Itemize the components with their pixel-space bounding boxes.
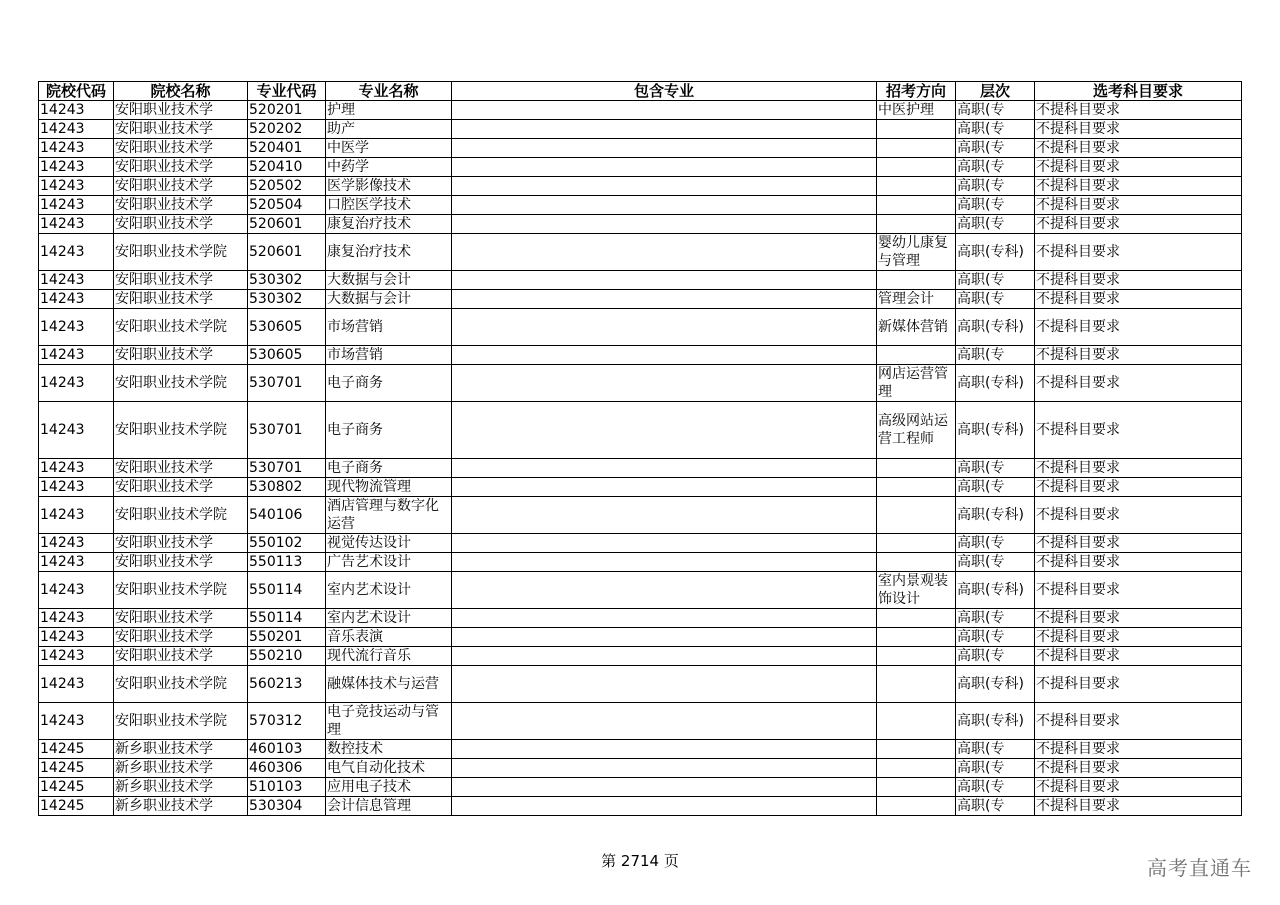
cell-school-code: 14243 [39, 703, 114, 740]
cell-direction [877, 609, 956, 628]
cell-school-name: 安阳职业技术学 [114, 101, 248, 120]
cell-major-code: 520401 [248, 139, 326, 158]
cell-direction [877, 158, 956, 177]
cell-major-name: 数控技术 [326, 740, 452, 759]
header-major-name: 专业名称 [326, 82, 452, 101]
cell-school-name: 安阳职业技术学 [114, 346, 248, 365]
cell-level: 高职(专 [956, 290, 1035, 309]
cell-direction [877, 647, 956, 666]
cell-level: 高职(专 [956, 120, 1035, 139]
cell-school-name: 安阳职业技术学院 [114, 309, 248, 346]
cell-major-code: 550113 [248, 553, 326, 572]
cell-major-name: 音乐表演 [326, 628, 452, 647]
cell-level: 高职(专 [956, 158, 1035, 177]
cell-level: 高职(专科) [956, 572, 1035, 609]
cell-school-name: 新乡职业技术学 [114, 797, 248, 816]
cell-school-code: 14243 [39, 234, 114, 271]
cell-school-code: 14243 [39, 177, 114, 196]
cell-major-code: 520502 [248, 177, 326, 196]
cell-school-code: 14243 [39, 647, 114, 666]
header-major-code: 专业代码 [248, 82, 326, 101]
cell-major-name: 电子商务 [326, 365, 452, 402]
header-school-name: 院校名称 [114, 82, 248, 101]
cell-direction [877, 139, 956, 158]
page-number: 第 2714 页 [601, 852, 679, 870]
table-row [39, 120, 1242, 139]
cell-subject-requirement: 不提科目要求 [1035, 553, 1242, 572]
table-row [39, 196, 1242, 215]
cell-school-name: 新乡职业技术学 [114, 778, 248, 797]
cell-included-majors [452, 703, 877, 740]
cell-major-name: 康复治疗技术 [326, 234, 452, 271]
cell-level: 高职(专 [956, 196, 1035, 215]
cell-major-code: 460306 [248, 759, 326, 778]
cell-major-code: 570312 [248, 703, 326, 740]
cell-included-majors [452, 759, 877, 778]
table-row [39, 666, 1242, 703]
cell-school-code: 14243 [39, 101, 114, 120]
cell-school-code: 14243 [39, 139, 114, 158]
cell-direction [877, 666, 956, 703]
cell-school-code: 14243 [39, 534, 114, 553]
cell-school-code: 14243 [39, 120, 114, 139]
cell-school-name: 安阳职业技术学 [114, 271, 248, 290]
cell-school-code: 14243 [39, 628, 114, 647]
cell-direction [877, 497, 956, 534]
cell-direction: 婴幼儿康复与管理 [877, 234, 956, 271]
cell-subject-requirement: 不提科目要求 [1035, 139, 1242, 158]
cell-included-majors [452, 365, 877, 402]
cell-direction [877, 196, 956, 215]
header-direction: 招考方向 [877, 82, 956, 101]
cell-level: 高职(专 [956, 797, 1035, 816]
cell-major-code: 510103 [248, 778, 326, 797]
watermark: 高考直通车 [1147, 856, 1252, 880]
cell-level: 高职(专科) [956, 309, 1035, 346]
cell-subject-requirement: 不提科目要求 [1035, 365, 1242, 402]
cell-major-name: 大数据与会计 [326, 290, 452, 309]
cell-major-name: 口腔医学技术 [326, 196, 452, 215]
cell-direction [877, 478, 956, 497]
cell-school-code: 14243 [39, 666, 114, 703]
cell-major-code: 550201 [248, 628, 326, 647]
cell-school-name: 安阳职业技术学 [114, 196, 248, 215]
cell-level: 高职(专 [956, 553, 1035, 572]
cell-major-code: 530605 [248, 346, 326, 365]
cell-subject-requirement: 不提科目要求 [1035, 196, 1242, 215]
cell-level: 高职(专科) [956, 666, 1035, 703]
cell-major-code: 520201 [248, 101, 326, 120]
cell-included-majors [452, 609, 877, 628]
cell-included-majors [452, 120, 877, 139]
cell-included-majors [452, 290, 877, 309]
cell-major-name: 室内艺术设计 [326, 609, 452, 628]
cell-school-code: 14243 [39, 365, 114, 402]
cell-direction [877, 346, 956, 365]
cell-major-code: 550210 [248, 647, 326, 666]
cell-included-majors [452, 158, 877, 177]
cell-subject-requirement: 不提科目要求 [1035, 778, 1242, 797]
cell-direction [877, 778, 956, 797]
cell-major-name: 护理 [326, 101, 452, 120]
header-row [39, 82, 1242, 101]
cell-major-name: 电子商务 [326, 459, 452, 478]
cell-school-name: 安阳职业技术学 [114, 553, 248, 572]
cell-school-name: 安阳职业技术学院 [114, 703, 248, 740]
cell-school-name: 安阳职业技术学 [114, 534, 248, 553]
table-row [39, 101, 1242, 120]
cell-direction [877, 553, 956, 572]
cell-direction [877, 703, 956, 740]
cell-school-name: 安阳职业技术学 [114, 120, 248, 139]
cell-subject-requirement: 不提科目要求 [1035, 309, 1242, 346]
cell-subject-requirement: 不提科目要求 [1035, 215, 1242, 234]
header-school-code: 院校代码 [39, 82, 114, 101]
cell-direction [877, 797, 956, 816]
table-row [39, 478, 1242, 497]
cell-major-name: 大数据与会计 [326, 271, 452, 290]
cell-level: 高职(专 [956, 346, 1035, 365]
cell-school-name: 安阳职业技术学 [114, 609, 248, 628]
table-row [39, 572, 1242, 609]
cell-major-name: 会计信息管理 [326, 797, 452, 816]
cell-level: 高职(专科) [956, 402, 1035, 459]
cell-subject-requirement: 不提科目要求 [1035, 234, 1242, 271]
cell-major-code: 520601 [248, 215, 326, 234]
cell-major-code: 530701 [248, 402, 326, 459]
cell-school-code: 14243 [39, 215, 114, 234]
cell-school-name: 安阳职业技术学 [114, 290, 248, 309]
table-row [39, 534, 1242, 553]
cell-school-name: 安阳职业技术学 [114, 647, 248, 666]
cell-school-name: 安阳职业技术学 [114, 478, 248, 497]
table-row [39, 309, 1242, 346]
cell-major-name: 广告艺术设计 [326, 553, 452, 572]
cell-included-majors [452, 534, 877, 553]
table-row [39, 290, 1242, 309]
cell-school-code: 14243 [39, 271, 114, 290]
cell-school-code: 14243 [39, 309, 114, 346]
cell-subject-requirement: 不提科目要求 [1035, 177, 1242, 196]
cell-subject-requirement: 不提科目要求 [1035, 101, 1242, 120]
cell-level: 高职(专 [956, 101, 1035, 120]
cell-subject-requirement: 不提科目要求 [1035, 120, 1242, 139]
cell-school-name: 安阳职业技术学 [114, 177, 248, 196]
cell-subject-requirement: 不提科目要求 [1035, 609, 1242, 628]
cell-included-majors [452, 478, 877, 497]
cell-direction [877, 177, 956, 196]
cell-school-code: 14245 [39, 778, 114, 797]
cell-included-majors [452, 497, 877, 534]
cell-included-majors [452, 797, 877, 816]
cell-level: 高职(专 [956, 778, 1035, 797]
table-row [39, 553, 1242, 572]
cell-direction [877, 534, 956, 553]
cell-school-code: 14243 [39, 158, 114, 177]
cell-school-code: 14245 [39, 740, 114, 759]
cell-school-name: 新乡职业技术学 [114, 740, 248, 759]
cell-major-code: 520202 [248, 120, 326, 139]
table-row [39, 158, 1242, 177]
cell-major-name: 现代流行音乐 [326, 647, 452, 666]
cell-major-code: 520504 [248, 196, 326, 215]
cell-level: 高职(专 [956, 628, 1035, 647]
table-row [39, 459, 1242, 478]
cell-major-name: 康复治疗技术 [326, 215, 452, 234]
cell-school-code: 14243 [39, 290, 114, 309]
cell-major-code: 540106 [248, 497, 326, 534]
cell-school-name: 安阳职业技术学 [114, 459, 248, 478]
cell-school-name: 安阳职业技术学院 [114, 365, 248, 402]
cell-included-majors [452, 234, 877, 271]
cell-school-code: 14243 [39, 497, 114, 534]
cell-major-name: 电气自动化技术 [326, 759, 452, 778]
cell-major-name: 现代物流管理 [326, 478, 452, 497]
cell-school-name: 安阳职业技术学院 [114, 497, 248, 534]
cell-included-majors [452, 346, 877, 365]
cell-direction [877, 628, 956, 647]
cell-subject-requirement: 不提科目要求 [1035, 797, 1242, 816]
cell-school-name: 新乡职业技术学 [114, 759, 248, 778]
cell-level: 高职(专 [956, 647, 1035, 666]
cell-major-name: 市场营销 [326, 309, 452, 346]
cell-school-name: 安阳职业技术学院 [114, 234, 248, 271]
cell-major-code: 550114 [248, 609, 326, 628]
cell-school-name: 安阳职业技术学院 [114, 572, 248, 609]
cell-school-code: 14243 [39, 478, 114, 497]
cell-direction: 中医护理 [877, 101, 956, 120]
cell-school-code: 14243 [39, 402, 114, 459]
cell-direction: 新媒体营销 [877, 309, 956, 346]
admissions-table [38, 81, 1242, 816]
cell-school-name: 安阳职业技术学 [114, 215, 248, 234]
cell-level: 高职(专 [956, 534, 1035, 553]
cell-major-name: 室内艺术设计 [326, 572, 452, 609]
cell-included-majors [452, 628, 877, 647]
cell-major-name: 酒店管理与数字化运营 [326, 497, 452, 534]
cell-included-majors [452, 740, 877, 759]
cell-major-code: 520410 [248, 158, 326, 177]
cell-level: 高职(专科) [956, 234, 1035, 271]
cell-included-majors [452, 402, 877, 459]
cell-major-code: 530304 [248, 797, 326, 816]
cell-included-majors [452, 101, 877, 120]
table-row [39, 628, 1242, 647]
cell-subject-requirement: 不提科目要求 [1035, 759, 1242, 778]
cell-subject-requirement: 不提科目要求 [1035, 271, 1242, 290]
cell-level: 高职(专 [956, 740, 1035, 759]
table-row [39, 215, 1242, 234]
cell-level: 高职(专科) [956, 703, 1035, 740]
cell-subject-requirement: 不提科目要求 [1035, 534, 1242, 553]
cell-subject-requirement: 不提科目要求 [1035, 497, 1242, 534]
cell-school-name: 安阳职业技术学院 [114, 666, 248, 703]
table-row [39, 177, 1242, 196]
cell-major-code: 530701 [248, 365, 326, 402]
cell-level: 高职(专 [956, 759, 1035, 778]
cell-included-majors [452, 196, 877, 215]
cell-school-name: 安阳职业技术学院 [114, 402, 248, 459]
cell-level: 高职(专 [956, 609, 1035, 628]
header-subject-requirement: 选考科目要求 [1035, 82, 1242, 101]
cell-level: 高职(专 [956, 139, 1035, 158]
cell-direction [877, 759, 956, 778]
table-row [39, 703, 1242, 740]
table-row [39, 740, 1242, 759]
cell-major-code: 550114 [248, 572, 326, 609]
cell-included-majors [452, 647, 877, 666]
cell-school-code: 14243 [39, 553, 114, 572]
cell-school-code: 14245 [39, 797, 114, 816]
table-row [39, 402, 1242, 459]
cell-direction [877, 459, 956, 478]
table-row [39, 778, 1242, 797]
cell-level: 高职(专 [956, 271, 1035, 290]
cell-direction: 室内景观装饰设计 [877, 572, 956, 609]
cell-school-code: 14243 [39, 346, 114, 365]
table-row [39, 609, 1242, 628]
cell-major-name: 电子竞技运动与管理 [326, 703, 452, 740]
cell-level: 高职(专科) [956, 365, 1035, 402]
cell-level: 高职(专科) [956, 497, 1035, 534]
table-row [39, 759, 1242, 778]
cell-major-code: 520601 [248, 234, 326, 271]
cell-major-code: 460103 [248, 740, 326, 759]
cell-subject-requirement: 不提科目要求 [1035, 666, 1242, 703]
cell-school-code: 14245 [39, 759, 114, 778]
cell-level: 高职(专 [956, 177, 1035, 196]
cell-included-majors [452, 271, 877, 290]
cell-major-code: 560213 [248, 666, 326, 703]
cell-major-name: 中医学 [326, 139, 452, 158]
cell-included-majors [452, 572, 877, 609]
cell-major-name: 融媒体技术与运营 [326, 666, 452, 703]
cell-school-name: 安阳职业技术学 [114, 628, 248, 647]
cell-level: 高职(专 [956, 215, 1035, 234]
cell-subject-requirement: 不提科目要求 [1035, 647, 1242, 666]
table-row [39, 797, 1242, 816]
cell-major-name: 助产 [326, 120, 452, 139]
cell-school-name: 安阳职业技术学 [114, 139, 248, 158]
cell-direction: 网店运营管理 [877, 365, 956, 402]
table-row [39, 139, 1242, 158]
cell-major-name: 视觉传达设计 [326, 534, 452, 553]
table-row [39, 647, 1242, 666]
cell-subject-requirement: 不提科目要求 [1035, 158, 1242, 177]
cell-subject-requirement: 不提科目要求 [1035, 572, 1242, 609]
cell-included-majors [452, 778, 877, 797]
cell-subject-requirement: 不提科目要求 [1035, 478, 1242, 497]
cell-major-name: 应用电子技术 [326, 778, 452, 797]
cell-subject-requirement: 不提科目要求 [1035, 703, 1242, 740]
table-body [39, 101, 1242, 816]
cell-major-code: 530701 [248, 459, 326, 478]
table-row [39, 365, 1242, 402]
cell-major-code: 530302 [248, 290, 326, 309]
cell-school-code: 14243 [39, 459, 114, 478]
cell-subject-requirement: 不提科目要求 [1035, 290, 1242, 309]
header-level: 层次 [956, 82, 1035, 101]
cell-school-code: 14243 [39, 196, 114, 215]
cell-major-name: 电子商务 [326, 402, 452, 459]
cell-included-majors [452, 459, 877, 478]
cell-subject-requirement: 不提科目要求 [1035, 402, 1242, 459]
cell-subject-requirement: 不提科目要求 [1035, 740, 1242, 759]
cell-school-code: 14243 [39, 572, 114, 609]
cell-major-code: 530802 [248, 478, 326, 497]
cell-subject-requirement: 不提科目要求 [1035, 459, 1242, 478]
cell-level: 高职(专 [956, 478, 1035, 497]
cell-included-majors [452, 139, 877, 158]
cell-direction [877, 740, 956, 759]
cell-subject-requirement: 不提科目要求 [1035, 628, 1242, 647]
cell-included-majors [452, 666, 877, 703]
cell-major-name: 市场营销 [326, 346, 452, 365]
table-row [39, 497, 1242, 534]
cell-included-majors [452, 309, 877, 346]
cell-major-code: 550102 [248, 534, 326, 553]
cell-direction: 高级网站运营工程师 [877, 402, 956, 459]
cell-included-majors [452, 553, 877, 572]
header-included-majors: 包含专业 [452, 82, 877, 101]
cell-subject-requirement: 不提科目要求 [1035, 346, 1242, 365]
cell-major-code: 530302 [248, 271, 326, 290]
cell-school-code: 14243 [39, 609, 114, 628]
table-row [39, 346, 1242, 365]
cell-major-name: 医学影像技术 [326, 177, 452, 196]
cell-level: 高职(专 [956, 459, 1035, 478]
table-row [39, 234, 1242, 271]
cell-direction [877, 215, 956, 234]
cell-direction [877, 120, 956, 139]
cell-major-code: 530605 [248, 309, 326, 346]
cell-direction [877, 271, 956, 290]
cell-included-majors [452, 215, 877, 234]
cell-included-majors [452, 177, 877, 196]
cell-school-name: 安阳职业技术学 [114, 158, 248, 177]
table-row [39, 271, 1242, 290]
cell-major-name: 中药学 [326, 158, 452, 177]
cell-direction: 管理会计 [877, 290, 956, 309]
